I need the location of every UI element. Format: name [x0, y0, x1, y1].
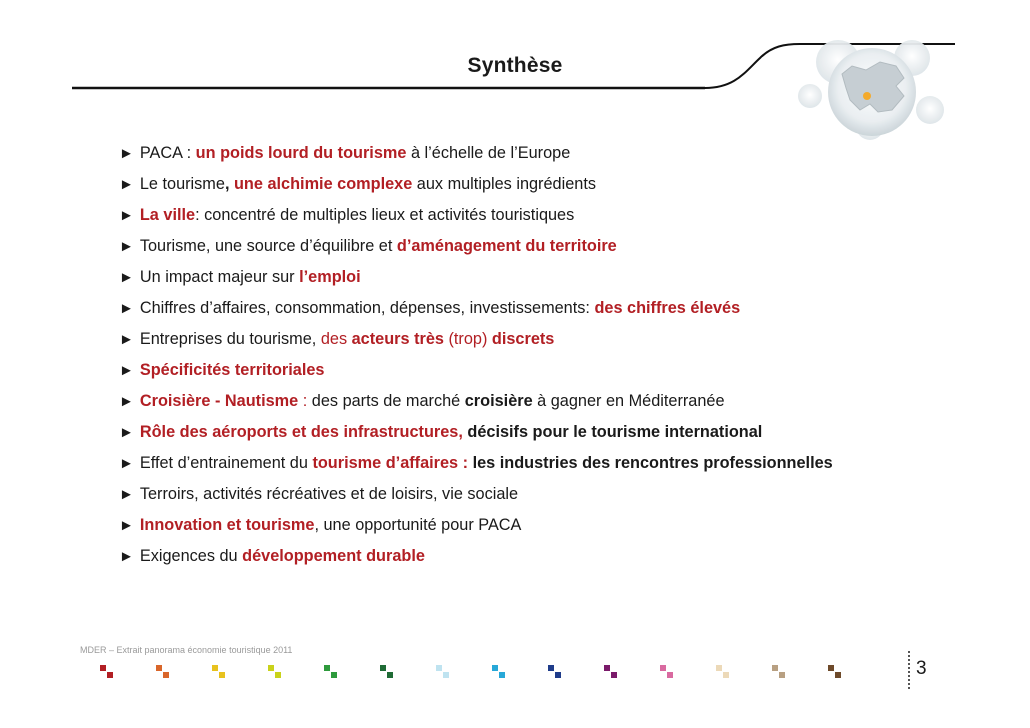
bullet-text-segment: les industries des rencontres professionnelles: [472, 454, 833, 472]
footer-square-strip: [0, 655, 1030, 695]
bullet-text-segment: , une opportunité pour PACA: [314, 516, 522, 534]
footer-square: [779, 672, 785, 678]
bullet-arrow-icon: ►: [119, 548, 134, 565]
page-number-divider: [908, 651, 910, 689]
bullet-item: [119, 417, 833, 448]
bullet-arrow-icon: ►: [119, 424, 134, 441]
footer-square: [163, 672, 169, 678]
footer-square: [324, 665, 330, 671]
footer-square: [219, 672, 225, 678]
bullet-text-segment: Entreprises du tourisme,: [139, 330, 321, 348]
bullet-arrow-icon: ►: [119, 393, 134, 410]
bullet-text-segment: d’aménagement du territoire: [396, 237, 617, 255]
bullet-text-segment: PACA :: [139, 144, 196, 162]
bullet-list: [119, 138, 833, 572]
footer-square: [443, 672, 449, 678]
footer-square: [387, 672, 393, 678]
bullet-arrow-icon: ►: [119, 300, 134, 317]
bullet-item: [119, 169, 833, 200]
bullet-text-segment: Effet d’entrainement du: [139, 454, 313, 472]
footer-square: [723, 672, 729, 678]
bullet-item: [119, 138, 833, 169]
footer-square: [667, 672, 673, 678]
footer-square: [604, 665, 610, 671]
bullet-text-segment: un poids lourd du tourisme: [195, 144, 407, 162]
page-number: 3: [916, 658, 927, 679]
header-decoration: [0, 0, 1030, 160]
bullet-arrow-icon: ►: [119, 176, 134, 193]
bullet-arrow-icon: ►: [119, 331, 134, 348]
bullet-text-segment: des chiffres élevés: [594, 299, 741, 317]
bullet-text-segment: discrets: [491, 330, 555, 348]
bullet-text-segment: Spécificités territoriales: [139, 361, 325, 379]
footer-square: [212, 665, 218, 671]
bullet-text-segment: Le tourisme: [139, 175, 225, 193]
bullet-text-segment: développement durable: [242, 547, 425, 565]
bullet-arrow-icon: ►: [119, 362, 134, 379]
bullet-item: [119, 355, 833, 386]
bullet-text-segment: : concentré de multiples lieux et activités touristiques: [195, 206, 575, 224]
footer-square: [436, 665, 442, 671]
footer-square: [380, 665, 386, 671]
bullet-text-segment: décisifs pour le tourisme international: [462, 423, 763, 441]
bullet-arrow-icon: ►: [119, 455, 134, 472]
footer-square: [716, 665, 722, 671]
bullet-text-segment: Chiffres d’affaires, consommation, dépenses, investissements:: [139, 299, 595, 317]
bullet-text-segment: une alchimie complexe: [229, 175, 413, 193]
footer-square: [107, 672, 113, 678]
footer-square: [660, 665, 666, 671]
bullet-arrow-icon: ►: [119, 486, 134, 503]
bullet-text-segment: Exigences du: [139, 547, 243, 565]
bullet-item: [119, 262, 833, 293]
bullet-item: [119, 386, 833, 417]
bullet-text-segment: ,: [224, 175, 230, 193]
bullet-item: [119, 231, 833, 262]
bullet-item: [119, 510, 833, 541]
footer-square: [611, 672, 617, 678]
bullet-item: [119, 200, 833, 231]
bullet-item: [119, 293, 833, 324]
bullet-text-segment: l’emploi: [299, 268, 361, 286]
bullet-text-segment: Tourisme, une source d’équilibre et: [139, 237, 397, 255]
footer-square: [828, 665, 834, 671]
bullet-text-segment: La ville: [139, 206, 196, 224]
bullet-item: [119, 541, 833, 572]
bullet-text-segment: à l’échelle de l’Europe: [406, 144, 571, 162]
footer-source: MDER – Extrait panorama économie touristique 2011: [80, 645, 293, 655]
bullet-text-segment: Un impact majeur sur: [139, 268, 300, 286]
footer-square: [156, 665, 162, 671]
europe-map-globe-icon: [798, 40, 944, 140]
bullet-text-segment: Innovation et tourisme: [139, 516, 315, 534]
bullet-arrow-icon: ►: [119, 517, 134, 534]
bullet-text-segment: tourisme d’affaires :: [312, 454, 473, 472]
bullet-text-segment: Terroirs, activités récréatives et de loisirs, vie sociale: [139, 485, 519, 503]
footer-square: [331, 672, 337, 678]
bullet-arrow-icon: ►: [119, 269, 134, 286]
bullet-text-segment: des: [320, 330, 352, 348]
bullet-arrow-icon: ►: [119, 207, 134, 224]
bullet-text-segment: (trop): [443, 330, 492, 348]
footer-square: [772, 665, 778, 671]
bullet-text-segment: Rôle des aéroports et des infrastructures,: [139, 423, 463, 441]
footer-square: [275, 672, 281, 678]
page-title: Synthèse: [467, 54, 563, 77]
bullet-item: [119, 448, 833, 479]
footer-square: [268, 665, 274, 671]
bullet-text-segment: des parts de marché: [311, 392, 465, 410]
bullet-arrow-icon: ►: [119, 238, 134, 255]
footer-square: [835, 672, 841, 678]
bullet-item: [119, 324, 833, 355]
footer-square: [548, 665, 554, 671]
bullet-text-segment: à gagner en Méditerranée: [532, 392, 725, 410]
bullet-text-segment: croisière: [464, 392, 533, 410]
bullet-item: [119, 479, 833, 510]
footer-square: [555, 672, 561, 678]
bullet-arrow-icon: ►: [119, 145, 134, 162]
bullet-text-segment: aux multiples ingrédients: [412, 175, 596, 193]
bullet-text-segment: :: [298, 392, 312, 410]
footer-square: [100, 665, 106, 671]
bullet-text-segment: acteurs très: [351, 330, 444, 348]
footer-square: [499, 672, 505, 678]
footer-square: [492, 665, 498, 671]
bullet-text-segment: Croisière - Nautisme: [139, 392, 299, 410]
